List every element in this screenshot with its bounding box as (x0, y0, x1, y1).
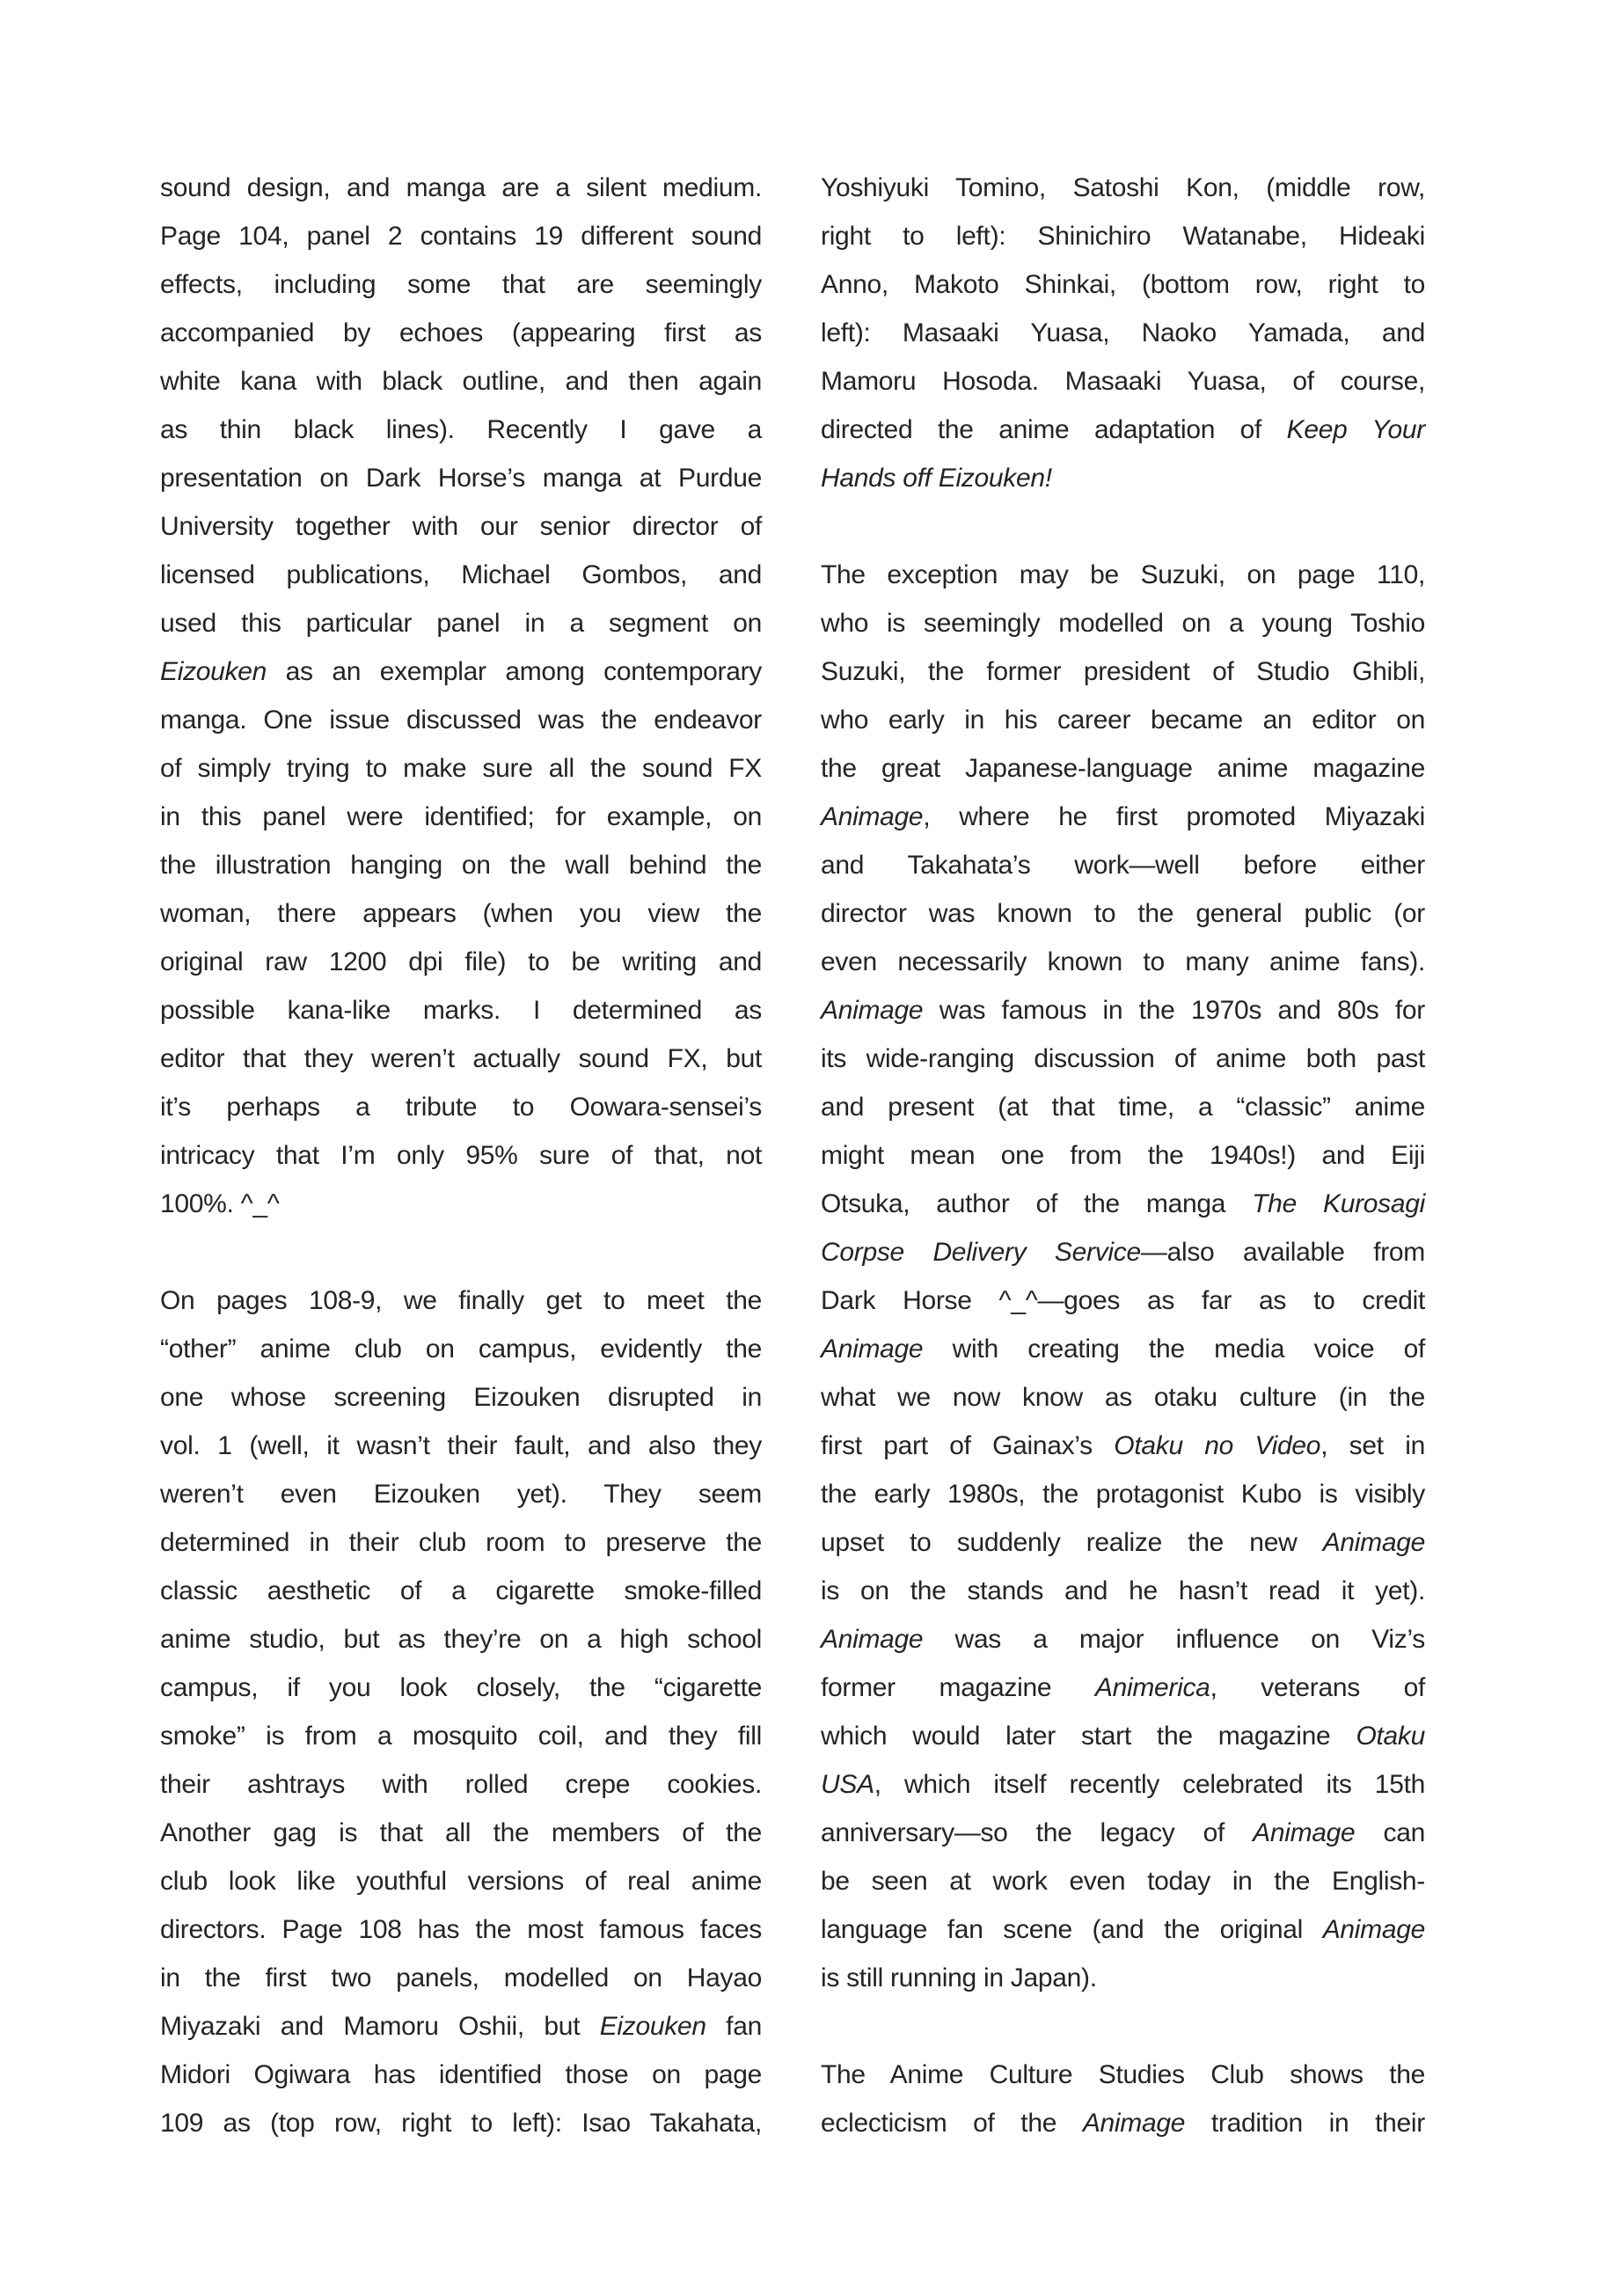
text-segment: licensed publications, Michael Gombos, and (160, 560, 762, 589)
italic-text-segment: Animerica (1094, 1673, 1210, 1702)
text-line (821, 938, 1425, 986)
text-line (821, 1325, 1425, 1373)
text-segment: used this particular panel in a segment on (160, 609, 762, 638)
text-line (821, 841, 1425, 889)
right-text-column (821, 164, 1425, 2147)
text-line (160, 1712, 762, 1760)
text-line (160, 1905, 762, 1954)
italic-text-segment: Otaku no Video (1114, 1431, 1321, 1460)
text-line (160, 2002, 762, 2051)
text-line (821, 986, 1425, 1035)
text-segment: weren’t even Eizouken yet). They seem (160, 1480, 762, 1509)
text-segment: director was known to the general public (or (821, 899, 1425, 928)
text-line (160, 406, 762, 454)
text-segment: Otsuka, author of the manga (821, 1189, 1253, 1218)
text-segment: was a major influence on Viz’s (923, 1625, 1425, 1654)
text-line (160, 164, 762, 212)
text-segment: who early in his career became an editor on (821, 706, 1425, 735)
text-segment: The exception may be Suzuki, on page 110, (821, 560, 1425, 589)
text-segment: is still running in Japan). (821, 1963, 1097, 1993)
text-segment: anime studio, but as they’re on a high school (160, 1625, 762, 1654)
text-segment: it’s perhaps a tribute to Oowara-sensei’s (160, 1093, 762, 1122)
text-segment: as thin black lines). Recently I gave a (160, 415, 762, 444)
text-line (821, 1567, 1425, 1615)
text-line (821, 454, 1425, 502)
italic-text-segment: Animage (821, 996, 924, 1025)
text-line (160, 260, 762, 309)
text-line (821, 1083, 1425, 1131)
italic-text-segment: Otaku (1356, 1722, 1425, 1751)
text-line (821, 1664, 1425, 1712)
text-line (160, 2099, 762, 2147)
text-segment: 100%. ^_^ (160, 1189, 280, 1218)
text-segment: one whose screening Eizouken disrupted in (160, 1383, 762, 1412)
text-segment: white kana with black outline, and then again (160, 367, 762, 396)
text-line (160, 551, 762, 599)
text-line (821, 599, 1425, 647)
text-line (821, 1373, 1425, 1422)
italic-text-segment: Animage (821, 1625, 924, 1654)
text-segment: Dark Horse ^_^—goes as far as to credit (821, 1286, 1425, 1315)
text-segment: 109 as (top row, right to left): Isao Takahata, (160, 2109, 762, 2138)
text-segment: be seen at work even today in the English- (821, 1867, 1425, 1896)
italic-text-segment: Eizouken (599, 2012, 706, 2041)
text-line (160, 841, 762, 889)
text-segment: —also available from (1140, 1238, 1425, 1267)
text-segment: right to left): Shinichiro Watanabe, Hideaki (821, 222, 1425, 251)
text-segment: vol. 1 (well, it wasn’t their fault, and also they (160, 1431, 762, 1460)
text-line (160, 2051, 762, 2099)
italic-text-segment: Animage (1322, 1915, 1425, 1944)
text-line (821, 164, 1425, 212)
text-line (821, 1954, 1425, 2002)
text-line (821, 2051, 1425, 2099)
text-segment: eclecticism of the (821, 2109, 1083, 2138)
text-line (821, 1760, 1425, 1809)
text-segment: its wide-ranging discussion of anime both past (821, 1044, 1425, 1073)
text-segment: what we now know as otaku culture (in the (821, 1383, 1425, 1412)
text-segment: can (1355, 1818, 1425, 1847)
text-segment: tradition in their (1185, 2109, 1425, 2138)
text-line (160, 1373, 762, 1422)
text-line (160, 1518, 762, 1567)
text-segment: intricacy that I’m only 95% sure of that, not (160, 1141, 762, 1170)
text-segment: , which itself recently celebrated its 15th (874, 1770, 1425, 1799)
text-line (821, 357, 1425, 406)
italic-text-segment: Corpse Delivery Service (821, 1238, 1141, 1267)
paragraph (821, 2051, 1425, 2147)
text-segment: who is seemingly modelled on a young Toshio (821, 609, 1425, 638)
text-segment: in the first two panels, modelled on Hayao (160, 1963, 762, 1993)
text-line (160, 599, 762, 647)
text-segment: editor that they weren’t actually sound FX, but (160, 1044, 762, 1073)
italic-text-segment: USA (821, 1770, 874, 1799)
text-line (160, 986, 762, 1035)
text-segment: left): Masaaki Yuasa, Naoko Yamada, and (821, 318, 1425, 347)
italic-text-segment: Animage (821, 802, 924, 831)
text-segment: sound design, and manga are a silent medium. (160, 173, 762, 202)
text-segment: directors. Page 108 has the most famous faces (160, 1915, 762, 1944)
paragraph (160, 164, 762, 1228)
text-segment: University together with our senior director of (160, 512, 762, 541)
text-segment: Midori Ogiwara has identified those on page (160, 2060, 762, 2089)
text-line (821, 744, 1425, 793)
text-line (821, 406, 1425, 454)
text-segment: Another gag is that all the members of the (160, 1818, 762, 1847)
italic-text-segment: Animage (1253, 1818, 1356, 1847)
text-line (821, 551, 1425, 599)
text-line (821, 647, 1425, 696)
text-line (160, 647, 762, 696)
text-line (160, 1276, 762, 1325)
text-segment: presentation on Dark Horse’s manga at Purdue (160, 464, 762, 493)
text-line (160, 1180, 762, 1228)
left-text-column (160, 164, 762, 2147)
italic-text-segment: The Kurosagi (1252, 1189, 1425, 1218)
text-segment: former magazine (821, 1673, 1095, 1702)
text-line (160, 1083, 762, 1131)
text-segment: of simply trying to make sure all the sound FX (160, 754, 762, 783)
text-line (821, 309, 1425, 357)
text-segment: Suzuki, the former president of Studio Ghibli, (821, 657, 1425, 686)
text-line (160, 1615, 762, 1664)
text-segment: even necessarily known to many anime fans). (821, 947, 1425, 976)
text-line (821, 1470, 1425, 1518)
text-segment: club look like youthful versions of real anime (160, 1867, 762, 1896)
text-segment: the great Japanese-language anime magazine (821, 754, 1425, 783)
text-segment: their ashtrays with rolled crepe cookies. (160, 1770, 762, 1799)
text-segment: the early 1980s, the protagonist Kubo is visibly (821, 1480, 1425, 1509)
text-line (160, 889, 762, 938)
paragraph (160, 1276, 762, 2147)
text-segment: upset to suddenly realize the new (821, 1528, 1323, 1557)
text-segment: Miyazaki and Mamoru Oshii, but (160, 2012, 600, 2041)
text-segment: On pages 108-9, we finally get to meet the (160, 1286, 762, 1315)
text-line (821, 1615, 1425, 1664)
text-segment: campus, if you look closely, the “cigarette (160, 1673, 762, 1702)
italic-text-segment: Animage (1322, 1528, 1425, 1557)
paragraph (821, 551, 1425, 2002)
text-segment: anniversary—so the legacy of (821, 1818, 1254, 1847)
text-line (160, 309, 762, 357)
text-line (160, 793, 762, 841)
text-line (821, 889, 1425, 938)
text-segment: Anno, Makoto Shinkai, (bottom row, right to (821, 270, 1425, 299)
text-segment: smoke” is from a mosquito coil, and they fill (160, 1722, 762, 1751)
text-line (821, 1228, 1425, 1276)
text-segment: The Anime Culture Studies Club shows the (821, 2060, 1425, 2089)
text-line (160, 1809, 762, 1857)
text-line (821, 1905, 1425, 1954)
text-segment: Yoshiyuki Tomino, Satoshi Kon, (middle row, (821, 173, 1425, 202)
text-segment: accompanied by echoes (appearing first as (160, 318, 762, 347)
text-segment: manga. One issue discussed was the endeavor (160, 706, 762, 735)
text-line (160, 1760, 762, 1809)
text-line (821, 1131, 1425, 1180)
text-line (821, 1180, 1425, 1228)
text-line (160, 1664, 762, 1712)
text-segment: original raw 1200 dpi file) to be writing and (160, 947, 762, 976)
text-segment: “other” anime club on campus, evidently the (160, 1334, 762, 1364)
text-segment: Page 104, panel 2 contains 19 different sound (160, 222, 762, 251)
text-segment: the illustration hanging on the wall behind the (160, 851, 762, 880)
italic-text-segment: Animage (1082, 2109, 1186, 2138)
text-line (821, 793, 1425, 841)
text-segment: and present (at that time, a “classic” anime (821, 1093, 1425, 1122)
text-segment: with creating the media voice of (923, 1334, 1425, 1364)
text-segment: first part of Gainax’s (821, 1431, 1115, 1460)
text-segment: , veterans of (1210, 1673, 1425, 1702)
text-segment: which would later start the magazine (821, 1722, 1356, 1751)
text-line (160, 1567, 762, 1615)
text-segment: woman, there appears (when you view the (160, 899, 762, 928)
italic-text-segment: Keep Your (1286, 415, 1425, 444)
text-segment: , set in (1320, 1431, 1425, 1460)
text-line (160, 1857, 762, 1905)
text-segment: Mamoru Hosoda. Masaaki Yuasa, of course, (821, 367, 1425, 396)
text-segment: effects, including some that are seemingly (160, 270, 762, 299)
paragraph (821, 164, 1425, 502)
paragraph-gap (160, 1228, 762, 1276)
text-line (160, 454, 762, 502)
text-line (821, 1712, 1425, 1760)
text-line (160, 744, 762, 793)
text-line (160, 1422, 762, 1470)
text-line (821, 2099, 1425, 2147)
text-segment: was famous in the 1970s and 80s for (923, 996, 1425, 1025)
text-line (821, 1809, 1425, 1857)
text-segment: language fan scene (and the original (821, 1915, 1323, 1944)
text-line (821, 212, 1425, 260)
text-line (160, 502, 762, 551)
text-segment: determined in their club room to preserve the (160, 1528, 762, 1557)
text-line (160, 1035, 762, 1083)
text-line (160, 212, 762, 260)
text-segment: in this panel were identified; for example, on (160, 802, 762, 831)
text-line (821, 696, 1425, 744)
paragraph-gap (821, 502, 1425, 551)
italic-text-segment: Animage (821, 1334, 924, 1364)
text-line (160, 1954, 762, 2002)
text-line (821, 260, 1425, 309)
text-segment: is on the stands and he hasn’t read it yet). (821, 1576, 1425, 1605)
text-segment: and Takahata’s work—well before either (821, 851, 1425, 880)
text-line (160, 1325, 762, 1373)
italic-text-segment: Hands off Eizouken! (821, 464, 1052, 493)
text-line (160, 696, 762, 744)
text-line (160, 357, 762, 406)
text-segment: fan (705, 2012, 762, 2041)
paragraph-gap (821, 2002, 1425, 2051)
text-segment: directed the anime adaptation of (821, 415, 1287, 444)
text-segment: , where he first promoted Miyazaki (923, 802, 1425, 831)
text-line (821, 1422, 1425, 1470)
text-line (821, 1857, 1425, 1905)
text-line (821, 1035, 1425, 1083)
italic-text-segment: Eizouken (160, 657, 267, 686)
text-line (160, 938, 762, 986)
text-segment: possible kana-like marks. I determined as (160, 996, 762, 1025)
text-line (821, 1518, 1425, 1567)
text-segment: as an exemplar among contemporary (267, 657, 762, 686)
text-line (160, 1131, 762, 1180)
text-segment: classic aesthetic of a cigarette smoke-filled (160, 1576, 762, 1605)
text-line (821, 1276, 1425, 1325)
text-line (160, 1470, 762, 1518)
text-segment: might mean one from the 1940s!) and Eiji (821, 1141, 1425, 1170)
